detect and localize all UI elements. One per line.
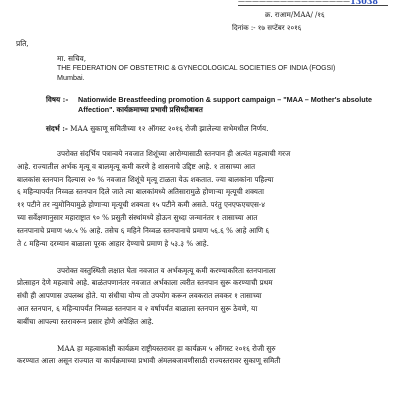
recipient-designation: मा. सचिव, — [57, 54, 87, 63]
reference-number: क्र. राआम/MAA/ /१६ — [265, 11, 325, 19]
body-line: बाबींचा आपल्या स्तरावरून प्रसार होणे अपेक्षित आहे. — [17, 316, 154, 326]
salutation-prati: प्रति, — [16, 39, 29, 48]
body-paragraph-2 — [17, 265, 387, 329]
body-line: ते ८ महिन्या दरम्यान बाळाला पूरक आहार देण्याचे प्रमाण हे ५३.३ % आहे. — [17, 238, 209, 248]
body-line: आत स्तनपान, ६ महिन्यापर्यंत निव्वळ स्तनपान व २ वर्षापर्यंत बाळाला स्तनपान सुरू ठेवणे, या — [17, 303, 258, 313]
body-line: उपरोक्त संदर्भिय पत्रान्वये नवजात शिशूंच्या आरोग्यासाठी स्तनपान ही अत्यंत महत्वाची गरज — [57, 149, 291, 158]
recipient-organization: THE FEDERATION OF OBSTETRIC & GYNECOLOGICAL SOCIETIES OF INDIA (FOGSI) — [57, 64, 336, 72]
header-fragment-text: ———————————————— — [238, 0, 350, 5]
subject-label: विषय :- — [46, 95, 69, 104]
body-line: बालकांस स्तनपान दिल्यास २० % नवजात शिशूंचे मृत्यू टाळता येऊ शकतात. ज्या बालकांना पहिल्या — [17, 174, 274, 184]
letter-body — [17, 148, 387, 382]
body-line: MAA हा महत्वाकांक्षी कार्यक्रम राष्ट्रीयस्तरावर हा कार्यक्रम ५ ऑगस्ट २०१६ रोजी सुरु — [57, 343, 276, 353]
body-line: ६ महिन्यापर्यंत निव्वळ स्तनपान दिले जाते त्या बालकांमध्ये अतिसारामुळे होणाऱ्या मृत्यूची शक्यता — [17, 187, 264, 197]
body-line: उपरोक्त वस्तुस्थिती लक्षात घेता नवजात व अर्भकमृत्यू कमी करण्याकरिता स्तनपानाला — [57, 265, 276, 275]
body-paragraph-3 — [17, 343, 387, 369]
header-fragment — [238, 0, 388, 6]
body-line: आहे. राज्यातील अर्भक मृत्यू व बालमृत्यू कमी करणे हे शासनाचे उद्दिष्ट आहे. १ तासाच्या आत — [17, 161, 256, 171]
body-paragraph-1 — [17, 148, 387, 251]
reference-label: संदर्भ :- — [46, 124, 68, 133]
recipient-address — [57, 54, 335, 83]
inward-number: 13038 — [350, 0, 378, 6]
recipient-city: Mumbai. — [57, 73, 85, 83]
reference-block — [46, 124, 268, 134]
body-line: प्रोत्साहन देणे महत्वाचे आहे. बाळंतपणानंतर नवजात अर्भकाला त्वरीत स्तनपान सुरू करण्याची प्रथम — [17, 278, 273, 288]
body-line: संधी ही आपणास उपलब्ध होते. या संधीचा योग्य तो उपयोग करून लवकरात लवकर १ तासाच्या — [17, 291, 262, 301]
body-line: स्तनपानाचे प्रमाण ५७.५ % आहे. तसेच ६ महिने निव्वळ स्तनपानाचे प्रमाण ५६.६ % आहे आणि ६ — [17, 225, 270, 235]
reference-text: MAA सुकाणू समितीच्या १२ ऑगस्ट २०१६ रोजी झालेल्या सभेमधील निर्णय. — [70, 124, 269, 133]
subject-text: Nationwide Breastfeeding promotion & support campaign – "MAA – Mother's absolute Affection". कार्यक्रमाच्या प्रभावी प्रसिध्दीबाबत — [78, 95, 372, 115]
body-line: च्या सर्वेक्षणानुसार महाराष्ट्रात ९० % प्रसुती संस्थांमध्ये होऊन सुध्दा जन्मानंतर १ तासाच्या आत — [17, 213, 258, 223]
body-line: करण्यात आला असून राज्यात या कार्यक्रमाच्या प्रभावी अंमलबजावणीसाठी राज्यस्तरावर सुकाणू समिती — [17, 356, 281, 366]
letter-date: दिनांक :- १७ सप्टेंबर २०१६ — [232, 24, 302, 32]
body-line: ११ पटीने तर न्युमोनियामुळे होणाऱ्या मृत्यूची शक्यता १५ पटीने कमी असते. परंतु एनएफएचएस-४ — [17, 200, 265, 210]
